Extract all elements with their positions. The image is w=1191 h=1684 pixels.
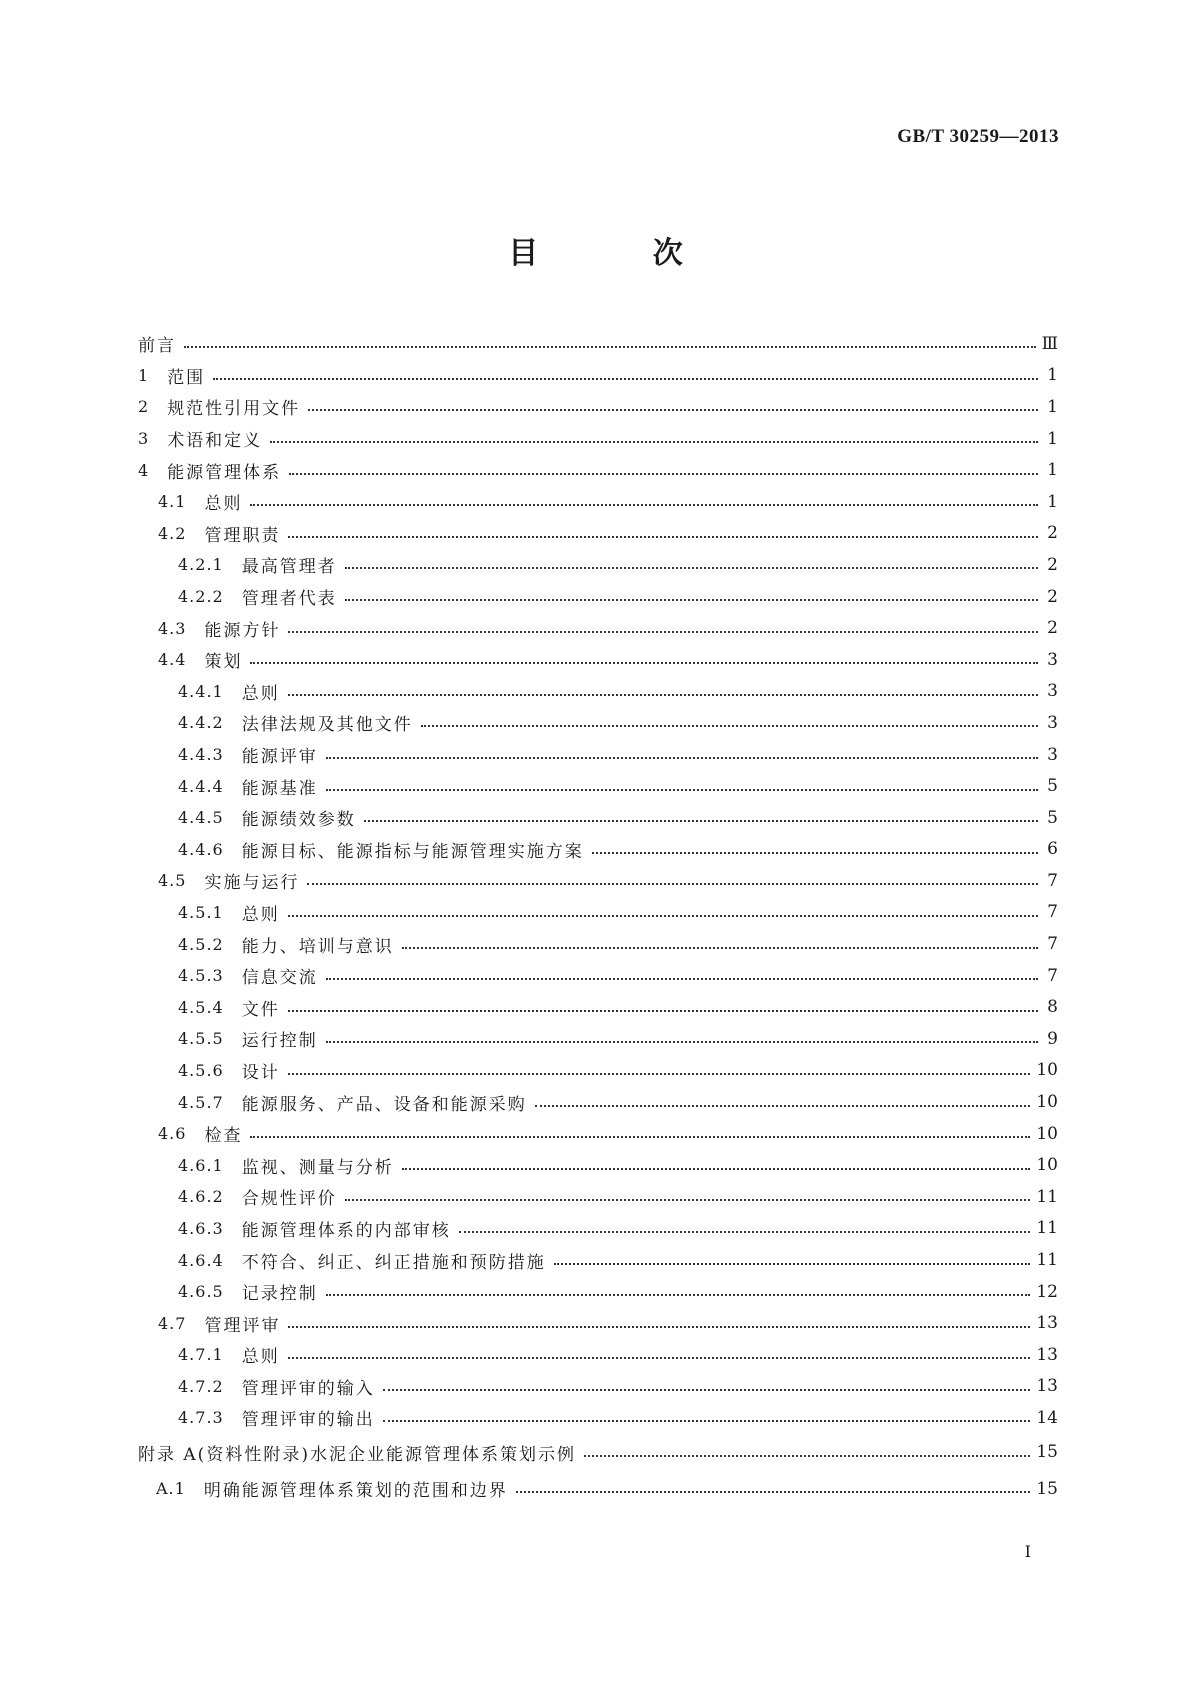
toc-entry[interactable] bbox=[138, 1149, 1058, 1181]
toc-entry-page: 7 bbox=[1047, 870, 1058, 891]
toc-entry-number: 4.4.2 bbox=[178, 713, 224, 733]
toc-dot-leader bbox=[288, 1325, 1030, 1328]
page-title: 目 次 bbox=[508, 236, 735, 271]
toc-entry-page: 15 bbox=[1036, 1478, 1058, 1499]
toc-entry-number: 4.4.3 bbox=[178, 745, 224, 765]
toc-entry-title: 能源管理体系的内部审核 bbox=[241, 1220, 451, 1241]
toc-entry[interactable] bbox=[138, 581, 1058, 613]
toc-entry-title: 策划 bbox=[204, 652, 243, 673]
toc-entry-page: 8 bbox=[1047, 997, 1058, 1018]
toc-entry-number: 4.6.4 bbox=[178, 1250, 224, 1270]
toc-entry[interactable] bbox=[138, 739, 1058, 771]
toc-entry-title: 法律法规及其他文件 bbox=[241, 715, 413, 736]
toc-entry[interactable] bbox=[138, 644, 1058, 676]
toc-dot-leader bbox=[554, 1262, 1031, 1265]
toc-entry-number: 4.6.2 bbox=[178, 1187, 224, 1207]
toc-entry[interactable] bbox=[138, 1371, 1058, 1403]
toc-entry-number: 4.6.5 bbox=[178, 1282, 224, 1302]
toc-entry-title: 实施与运行 bbox=[204, 873, 300, 894]
page-number: I bbox=[1024, 1542, 1031, 1561]
toc-dot-leader bbox=[250, 1135, 1030, 1138]
toc-entry-title: 总则 bbox=[241, 904, 280, 925]
toc-entry-number: 4.2.2 bbox=[178, 587, 224, 607]
toc-entry-page: 2 bbox=[1047, 618, 1058, 639]
toc-entry-number: 2 bbox=[138, 397, 150, 417]
toc-entry-number: 4.5.6 bbox=[178, 1060, 224, 1080]
toc-entry[interactable] bbox=[138, 1434, 1058, 1471]
toc-entry-number: 4.5.2 bbox=[178, 934, 224, 954]
toc-entry[interactable] bbox=[138, 1244, 1058, 1276]
toc-dot-leader bbox=[288, 693, 1038, 696]
toc-entry-page: 2 bbox=[1047, 523, 1058, 544]
toc-dot-leader bbox=[326, 1040, 1038, 1043]
toc-entry-page: 5 bbox=[1047, 807, 1058, 828]
toc-entry-page: 11 bbox=[1036, 1250, 1058, 1271]
toc-entry-number: 3 bbox=[138, 429, 150, 449]
toc-entry[interactable] bbox=[138, 1023, 1058, 1055]
toc-entry[interactable] bbox=[138, 676, 1058, 708]
toc-entry[interactable] bbox=[138, 1471, 1058, 1507]
toc-entry-title: 记录控制 bbox=[241, 1284, 318, 1305]
toc-entry[interactable] bbox=[138, 328, 1058, 360]
toc-entry-number: 4.4 bbox=[158, 650, 187, 670]
toc-entry-page: 3 bbox=[1047, 712, 1058, 733]
toc-entry-number: 4.4.4 bbox=[178, 776, 224, 796]
toc-dot-leader bbox=[307, 882, 1038, 885]
toc-entry[interactable] bbox=[138, 897, 1058, 929]
toc-entry-title: 能源绩效参数 bbox=[241, 810, 356, 831]
toc-dot-leader bbox=[184, 345, 1036, 348]
toc-entry-number: 4.5 bbox=[158, 871, 187, 891]
toc-dot-leader bbox=[270, 440, 1038, 443]
toc-entry[interactable] bbox=[138, 454, 1058, 486]
toc-dot-leader bbox=[345, 1198, 1031, 1201]
toc-entry[interactable] bbox=[138, 1339, 1058, 1371]
toc-entry-title: 能源基准 bbox=[241, 778, 318, 799]
toc-entry-title: 能源方针 bbox=[204, 620, 281, 641]
toc-entry-title: 信息交流 bbox=[241, 968, 318, 989]
toc-dot-leader bbox=[516, 1490, 1031, 1493]
toc-entry-title: 附录 A(资料性附录)水泥企业能源管理体系策划示例 bbox=[138, 1444, 576, 1465]
toc-entry-page: 10 bbox=[1036, 1060, 1058, 1081]
toc-entry-number: 4.7.3 bbox=[178, 1408, 224, 1428]
toc-entry-title: 前言 bbox=[138, 336, 176, 357]
toc-dot-leader bbox=[345, 598, 1038, 601]
toc-entry[interactable] bbox=[138, 1055, 1058, 1087]
toc-entry-title: 管理评审的输入 bbox=[241, 1378, 375, 1399]
toc-entry-page: 1 bbox=[1047, 428, 1058, 449]
toc-entry[interactable] bbox=[138, 1307, 1058, 1339]
toc-dot-leader bbox=[288, 1072, 1031, 1075]
toc-entry-number: 4.7 bbox=[158, 1313, 187, 1333]
toc-entry-page: 12 bbox=[1036, 1281, 1058, 1302]
toc-entry-title: 文件 bbox=[241, 999, 280, 1020]
toc-entry-page: 3 bbox=[1047, 649, 1058, 670]
toc-dot-leader bbox=[326, 1293, 1031, 1296]
toc-dot-leader bbox=[402, 946, 1038, 949]
toc-entry-title: 最高管理者 bbox=[241, 557, 337, 578]
toc-entry-number: 4 bbox=[138, 460, 150, 480]
toc-dot-leader bbox=[288, 1009, 1038, 1012]
toc-entry-page: 7 bbox=[1047, 934, 1058, 955]
toc-entry-title: 监视、测量与分析 bbox=[241, 1157, 394, 1178]
toc-entry-number: 4.6.1 bbox=[178, 1155, 224, 1175]
toc-entry-page: 7 bbox=[1047, 902, 1058, 923]
toc-entry[interactable] bbox=[138, 865, 1058, 897]
toc-entry-page: 2 bbox=[1047, 586, 1058, 607]
toc-entry[interactable] bbox=[138, 928, 1058, 960]
toc-entry-page: 3 bbox=[1047, 681, 1058, 702]
toc-entry-page: 13 bbox=[1036, 1313, 1058, 1334]
toc-entry[interactable] bbox=[138, 770, 1058, 802]
toc-entry-page: 1 bbox=[1047, 491, 1058, 512]
toc-entry[interactable] bbox=[138, 518, 1058, 550]
toc-entry-title: 合规性评价 bbox=[241, 1189, 337, 1210]
toc-entry-number: 4.5.5 bbox=[178, 1029, 224, 1049]
toc-entry-number: 4.2 bbox=[158, 523, 187, 543]
toc-entry-page: 6 bbox=[1047, 839, 1058, 860]
toc-entry-title: 运行控制 bbox=[241, 1031, 318, 1052]
toc-entry-number: 4.4.6 bbox=[178, 839, 224, 859]
toc-entry-page: 5 bbox=[1047, 776, 1058, 797]
toc-entry[interactable] bbox=[138, 1181, 1058, 1213]
toc-dot-leader bbox=[326, 756, 1038, 759]
toc-dot-leader bbox=[584, 1454, 1030, 1457]
toc-entry-page: 11 bbox=[1036, 1218, 1058, 1239]
standard-code: GB/T 30259—2013 bbox=[897, 126, 1059, 147]
toc-dot-leader bbox=[288, 1356, 1031, 1359]
toc-entry-page: 9 bbox=[1047, 1028, 1058, 1049]
toc-entry-title: 能力、培训与意识 bbox=[241, 936, 394, 957]
toc-dot-leader bbox=[326, 977, 1038, 980]
toc-dot-leader bbox=[288, 535, 1038, 538]
toc-dot-leader bbox=[592, 851, 1038, 854]
toc-dot-leader bbox=[383, 1419, 1031, 1422]
toc-entry-number: 4.5.7 bbox=[178, 1092, 224, 1112]
toc-entry-page: 10 bbox=[1036, 1092, 1058, 1113]
toc-dot-leader bbox=[288, 914, 1038, 917]
toc-entry-page: 13 bbox=[1036, 1344, 1058, 1365]
toc-entry-number: 4.7.2 bbox=[178, 1376, 224, 1396]
toc-entry-title: 管理评审 bbox=[204, 1315, 281, 1336]
toc-entry-title: 总则 bbox=[241, 683, 280, 704]
toc-entry[interactable] bbox=[138, 1118, 1058, 1150]
toc-dot-leader bbox=[326, 788, 1038, 791]
toc-dot-leader bbox=[383, 1388, 1031, 1391]
toc-entry-title: 术语和定义 bbox=[167, 431, 263, 452]
toc-dot-leader bbox=[459, 1230, 1031, 1233]
toc-dot-leader bbox=[421, 724, 1038, 727]
toc-entry[interactable] bbox=[138, 1086, 1058, 1118]
table-of-contents bbox=[138, 328, 1058, 1507]
toc-entry-title: 能源目标、能源指标与能源管理实施方案 bbox=[241, 841, 584, 862]
toc-entry-title: 设计 bbox=[241, 1062, 280, 1083]
toc-entry[interactable] bbox=[138, 707, 1058, 739]
toc-dot-leader bbox=[288, 630, 1038, 633]
toc-entry-number: 4.3 bbox=[158, 618, 187, 638]
toc-entry[interactable] bbox=[138, 960, 1058, 992]
toc-dot-leader bbox=[289, 472, 1038, 475]
toc-entry-number: 4.6 bbox=[158, 1124, 187, 1144]
toc-entry-title: 管理职责 bbox=[204, 525, 281, 546]
toc-entry-page: 15 bbox=[1036, 1442, 1058, 1463]
toc-entry[interactable] bbox=[138, 1402, 1058, 1434]
toc-entry-number: 4.1 bbox=[158, 492, 187, 512]
toc-dot-leader bbox=[402, 1167, 1031, 1170]
toc-entry-title: 能源评审 bbox=[241, 747, 318, 768]
toc-entry[interactable] bbox=[138, 1213, 1058, 1245]
toc-entry-number: 4.6.3 bbox=[178, 1218, 224, 1238]
toc-dot-leader bbox=[250, 661, 1038, 664]
toc-entry-number: 4.4.5 bbox=[178, 808, 224, 828]
toc-entry-title: 管理评审的输出 bbox=[241, 1410, 375, 1431]
toc-entry[interactable] bbox=[138, 391, 1058, 423]
toc-entry[interactable] bbox=[138, 360, 1058, 392]
toc-entry[interactable] bbox=[138, 612, 1058, 644]
toc-entry-number: 4.5.4 bbox=[178, 997, 224, 1017]
toc-entry[interactable] bbox=[138, 991, 1058, 1023]
toc-entry-number: 4.2.1 bbox=[178, 555, 224, 575]
toc-entry-page: 1 bbox=[1047, 396, 1058, 417]
toc-entry-page: 1 bbox=[1047, 460, 1058, 481]
toc-entry-number: 4.5.1 bbox=[178, 902, 224, 922]
toc-dot-leader bbox=[364, 819, 1038, 822]
toc-entry[interactable] bbox=[138, 486, 1058, 518]
toc-entry-title: 规范性引用文件 bbox=[167, 399, 301, 420]
toc-entry-page: 7 bbox=[1047, 965, 1058, 986]
toc-entry[interactable] bbox=[138, 423, 1058, 455]
toc-entry-page: 13 bbox=[1036, 1376, 1058, 1397]
toc-entry-page: 14 bbox=[1036, 1407, 1058, 1428]
toc-entry-page: Ⅲ bbox=[1041, 333, 1058, 354]
toc-entry-number: 4.4.1 bbox=[178, 681, 224, 701]
toc-entry-title: 范围 bbox=[167, 367, 206, 388]
toc-entry-page: 10 bbox=[1036, 1155, 1058, 1176]
toc-entry[interactable] bbox=[138, 1276, 1058, 1308]
toc-entry-page: 2 bbox=[1047, 554, 1058, 575]
toc-dot-leader bbox=[535, 1104, 1031, 1107]
toc-entry-page: 1 bbox=[1047, 365, 1058, 386]
toc-entry[interactable] bbox=[138, 802, 1058, 834]
toc-entry-title: 不符合、纠正、纠正措施和预防措施 bbox=[241, 1252, 546, 1273]
toc-entry-title: 明确能源管理体系策划的范围和边界 bbox=[203, 1481, 508, 1502]
toc-entry-page: 10 bbox=[1036, 1123, 1058, 1144]
toc-entry[interactable] bbox=[138, 549, 1058, 581]
toc-entry-title: 总则 bbox=[241, 1347, 280, 1368]
toc-entry-title: 能源管理体系 bbox=[167, 462, 282, 483]
toc-entry-title: 总则 bbox=[204, 494, 243, 515]
toc-entry-title: 管理者代表 bbox=[241, 589, 337, 610]
toc-entry-title: 能源服务、产品、设备和能源采购 bbox=[241, 1094, 527, 1115]
toc-entry-page: 11 bbox=[1036, 1186, 1058, 1207]
toc-entry-title: 检查 bbox=[204, 1126, 243, 1147]
toc-dot-leader bbox=[250, 503, 1038, 506]
toc-entry-number: A.1 bbox=[156, 1479, 186, 1499]
toc-entry-number: 4.7.1 bbox=[178, 1345, 224, 1365]
toc-entry-number: 4.5.3 bbox=[178, 966, 224, 986]
toc-dot-leader bbox=[213, 377, 1038, 380]
toc-dot-leader bbox=[308, 408, 1038, 411]
toc-entry[interactable] bbox=[138, 834, 1058, 866]
toc-entry-number: 1 bbox=[138, 365, 150, 385]
toc-dot-leader bbox=[345, 566, 1038, 569]
toc-entry-page: 3 bbox=[1047, 744, 1058, 765]
